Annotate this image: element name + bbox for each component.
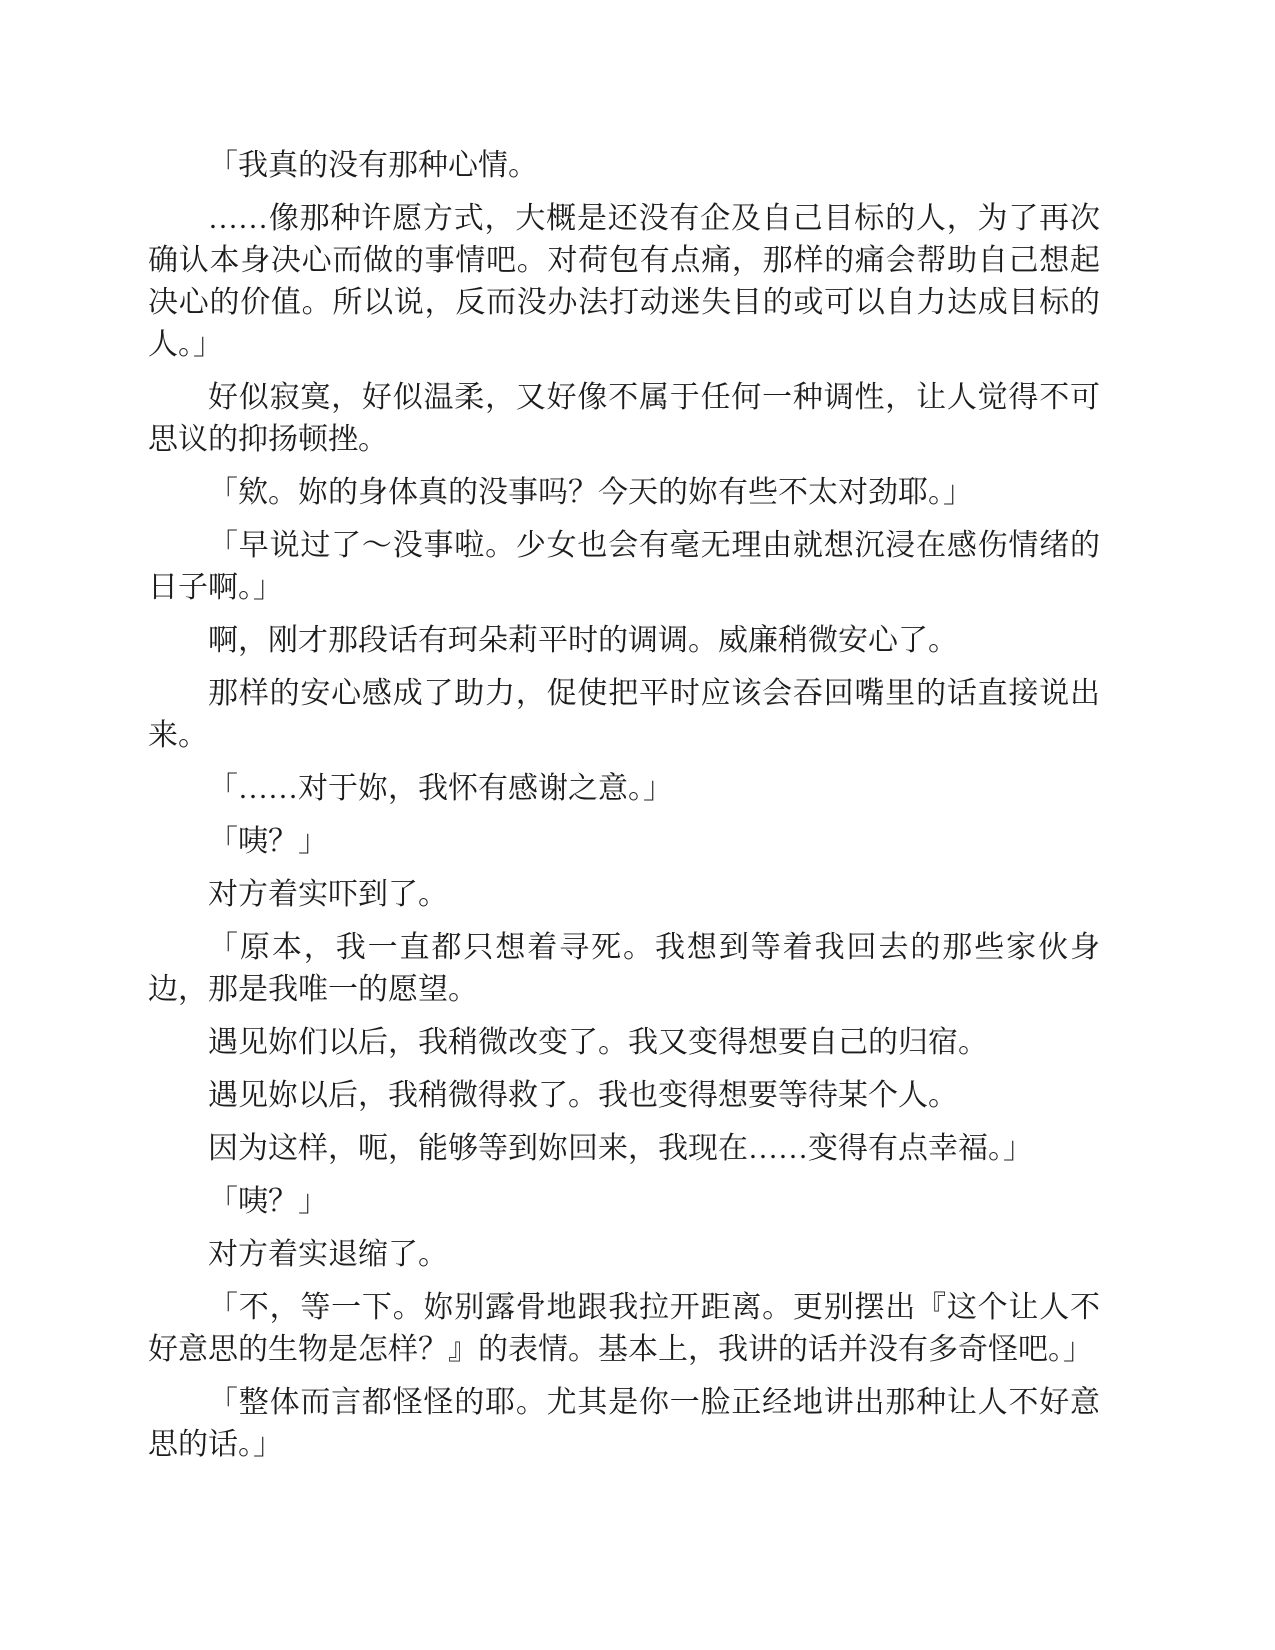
paragraph: 「……对于妳，我怀有感谢之意。」 bbox=[208, 772, 673, 805]
paragraph: 啊，刚才那段话有珂朵莉平时的调调。威廉稍微安心了。 bbox=[208, 624, 958, 657]
paragraph: 因为这样，呃，能够等到妳回来，我现在……变得有点幸福。」 bbox=[208, 1132, 1033, 1165]
paragraph: 那样的安心感成了助力，促使把平时应该会吞回嘴里的话直接说出来。 bbox=[148, 677, 1100, 752]
paragraph: 对方着实退缩了。 bbox=[208, 1238, 448, 1271]
paragraph: 「不，等一下。妳别露骨地跟我拉开距离。更别摆出『这个让人不好意思的生物是怎样？』的表情。基本上，我讲的话并没有多奇怪吧。」 bbox=[148, 1291, 1100, 1366]
paragraph: 好似寂寞，好似温柔，又好像不属于任何一种调性，让人觉得不可思议的抑扬顿挫。 bbox=[148, 381, 1100, 456]
paragraph: 「咦？」 bbox=[208, 1185, 328, 1218]
paragraph: 「咦？」 bbox=[208, 825, 328, 858]
book-page bbox=[148, 145, 1100, 1466]
paragraph: 遇见妳们以后，我稍微改变了。我又变得想要自己的归宿。 bbox=[208, 1026, 988, 1059]
paragraph: 对方着实吓到了。 bbox=[208, 878, 448, 911]
paragraph: 遇见妳以后，我稍微得救了。我也变得想要等待某个人。 bbox=[208, 1079, 958, 1112]
paragraph: 「我真的没有那种心情。 bbox=[208, 149, 538, 182]
paragraph: 「欸。妳的身体真的没事吗？今天的妳有些不太对劲耶。」 bbox=[208, 476, 973, 509]
paragraph: ……像那种许愿方式，大概是还没有企及自己目标的人，为了再次确认本身决心而做的事情吧。对荷包有点痛，那样的痛会帮助自己想起决心的价值。所以说，反而没办法打动迷失目的或可以自力达成目标的人。」 bbox=[148, 202, 1100, 361]
paragraph: 「整体而言都怪怪的耶。尤其是你一脸正经地讲出那种让人不好意思的话。」 bbox=[148, 1386, 1100, 1461]
paragraph: 「早说过了～没事啦。少女也会有毫无理由就想沉浸在感伤情绪的日子啊。」 bbox=[148, 529, 1100, 604]
paragraph: 「原本，我一直都只想着寻死。我想到等着我回去的那些家伙身边，那是我唯一的愿望。 bbox=[148, 931, 1100, 1006]
